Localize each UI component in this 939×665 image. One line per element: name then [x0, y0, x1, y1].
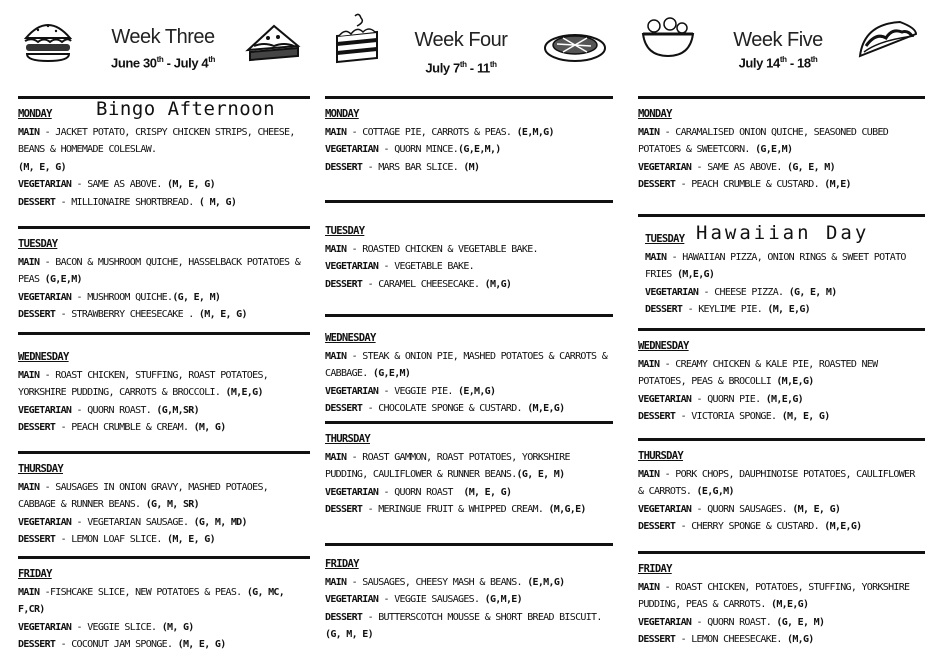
dessert-dish: DESSERT - CARAMEL CHEESECAKE. (M,G) — [325, 278, 512, 290]
pie-icon — [543, 24, 607, 69]
main-dish: MAIN - ROAST CHICKEN, POTATOES, STUFFING, YORKSHIRE PUDDING, PEAS & CARROTS. (M,E,G) — [638, 581, 910, 610]
day-name: MONDAY — [325, 108, 359, 120]
day-name: MONDAY — [18, 108, 52, 120]
day-thursday — [325, 421, 613, 519]
main-dish: MAIN - ROAST GAMMON, ROAST POTATOES, YORKSHIRE PUDDING, CAULIFLOWER & RUNNER BEANS.(G, E, M) — [325, 451, 570, 480]
day-name: THURSDAY — [638, 450, 683, 462]
vegetarian-dish: VEGETARIAN - QUORN PIE. (M,E,G) — [638, 393, 803, 405]
dessert-dish: DESSERT - MILLIONAIRE SHORTBREAD. ( M, G) — [18, 196, 237, 208]
dessert-dish: DESSERT - MERINGUE FRUIT & WHIPPED CREAM. (M,G,E) — [325, 504, 586, 515]
day-name: FRIDAY — [18, 568, 52, 580]
main-dish: MAIN - SAUSAGES, CHEESY MASH & BEANS. (E,M,G) — [325, 576, 565, 588]
event-title: Hawaiian Day — [696, 222, 870, 244]
day-monday — [18, 96, 310, 211]
main-dish: MAIN - SAUSAGES IN ONION GRAVY, MASHED POTAOES, CABBAGE & RUNNER BEANS. (G, M, SR) — [18, 481, 269, 510]
vegetarian-dish: VEGETARIAN - QUORN ROAST. (G, E, M) — [638, 616, 825, 628]
week-three-header — [18, 10, 318, 92]
main-dish: MAIN - STEAK & ONION PIE, MASHED POTATOES & CARROTS & CABBAGE. (G,E,M) — [325, 350, 608, 379]
week-five-header — [638, 10, 938, 92]
day-name: FRIDAY — [638, 563, 672, 575]
week-title: Week Four — [414, 29, 508, 51]
vegetarian-dish: VEGETARIAN - VEGGIE SLICE. (M, G) — [18, 621, 194, 633]
week-dates: July 14th - 18th — [738, 55, 818, 71]
main-dish: MAIN - BACON & MUSHROOM QUICHE, HASSELBACK POTATOES & PEAS (G,E,M) — [18, 256, 301, 285]
dessert-dish: DESSERT - KEYLIME PIE. (M, E,G) — [645, 304, 810, 315]
dessert-dish: DESSERT - MARS BAR SLICE. (M) — [325, 161, 480, 173]
vegetarian-dish: VEGETARIAN - VEGGIE SAUSAGES. (G,M,E) — [325, 594, 522, 605]
dessert-dish: DESSERT - VICTORIA SPONGE. (M, E, G) — [638, 411, 830, 422]
day-name: FRIDAY — [325, 558, 359, 570]
day-wednesday — [18, 332, 310, 437]
day-friday — [638, 551, 925, 649]
day-name: TUESDAY — [18, 238, 58, 250]
sandwich-icon — [244, 20, 302, 69]
day-name: THURSDAY — [325, 433, 370, 445]
main-dish: MAIN - ROASTED CHICKEN & VEGETABLE BAKE. — [325, 243, 538, 255]
main-dish: MAIN -FISHCAKE SLICE, NEW POTATOES & PEAS. (G, MC, F,CR) — [18, 586, 285, 615]
day-name: THURSDAY — [18, 463, 63, 475]
day-wednesday — [325, 314, 613, 418]
week-title: Week Five — [733, 29, 823, 51]
vegetarian-dish: VEGETARIAN - SAME AS ABOVE. (M, E, G) — [18, 179, 215, 190]
main-dish: MAIN - CARAMALISED ONION QUICHE, SEASONED CUBED POTATOES & SWEETCORN. (G,E,M) — [638, 126, 889, 155]
day-friday — [325, 543, 613, 644]
week-dates: July 7th - 11th — [425, 60, 497, 76]
vegetarian-dish: VEGETARIAN - VEGETABLE BAKE. — [325, 261, 474, 272]
vegetarian-dish: VEGETARIAN - QUORN ROAST. (G,M,SR) — [18, 404, 199, 416]
main-dish: MAIN - JACKET POTATO, CRISPY CHICKEN STRIPS, CHEESE, BEANS & HOMEMADE COLESLAW. — [18, 126, 295, 155]
day-name: WEDNESDAY — [638, 340, 689, 352]
dessert-dish: DESSERT - PEACH CRUMBLE & CUSTARD. (M,E) — [638, 179, 851, 190]
main-dish: MAIN - COTTAGE PIE, CARROTS & PEAS. (E,M,G) — [325, 126, 554, 138]
burger-icon — [22, 18, 74, 69]
vegetarian-dish: VEGETARIAN - QUORN SAUSAGES. (M, E, G) — [638, 503, 841, 515]
dessert-dish: DESSERT - STRAWBERRY CHEESECAKE . (M, E, G) — [18, 309, 247, 320]
day-name: WEDNESDAY — [325, 332, 376, 344]
vegetarian-dish: VEGETARIAN - VEGGIE PIE. (E,M,G) — [325, 385, 496, 397]
day-wednesday — [638, 328, 925, 426]
day-monday — [638, 96, 925, 194]
day-thursday — [18, 451, 310, 549]
day-tuesday — [638, 214, 925, 319]
main-dish: MAIN - PORK CHOPS, DAUPHINOISE POTATOES, CAULIFLOWER & CARROTS. (E,G,M) — [638, 468, 915, 497]
main-dish: MAIN - CREAMY CHICKEN & KALE PIE, ROASTED NEW POTATOES, PEAS & BROCOLLI (M,E,G) — [638, 358, 878, 387]
day-name: TUESDAY — [325, 225, 365, 237]
day-tuesday — [325, 200, 613, 293]
week-title: Week Three — [111, 26, 215, 48]
day-friday — [18, 556, 310, 654]
day-name: WEDNESDAY — [18, 351, 69, 363]
event-title: Bingo Afternoon — [96, 98, 276, 120]
vegetarian-dish: VEGETARIAN - SAME AS ABOVE. (G, E, M) — [638, 161, 835, 173]
week-four-header — [325, 10, 625, 92]
vegetarian-dish: VEGETARIAN - QUORN ROAST (M, E, G) — [325, 486, 512, 498]
main-dish: MAIN - ROAST CHICKEN, STUFFING, ROAST POTATOES, YORKSHIRE PUDDING, CARROTS & BROCCOLI. (M,E,G) — [18, 369, 269, 398]
dessert-dish: DESSERT - COCONUT JAM SPONGE. (M, E, G) — [18, 639, 226, 650]
vegetarian-dish: VEGETARIAN - QUORN MINCE.(G,E,M,) — [325, 144, 501, 155]
day-monday — [325, 96, 613, 176]
dessert-dish: DESSERT - PEACH CRUMBLE & CREAM. (M, G) — [18, 422, 226, 433]
vegetarian-dish: VEGETARIAN - MUSHROOM QUICHE.(G, E, M) — [18, 291, 221, 303]
day-tuesday — [18, 226, 310, 324]
main-allergens: (M, E, G) — [18, 161, 66, 173]
dessert-dish: DESSERT - CHOCOLATE SPONGE & CUSTARD. (M,E,G) — [325, 403, 565, 414]
day-name: TUESDAY — [645, 233, 685, 245]
dessert-dish: DESSERT - LEMON LOAF SLICE. (M, E, G) — [18, 534, 215, 545]
dessert-dish: DESSERT - BUTTERSCOTCH MOUSSE & SHORT BREAD BISCUIT. (G, M, E) — [325, 611, 602, 640]
taco-icon — [856, 18, 920, 67]
vegetarian-dish: VEGETARIAN - VEGETARIAN SAUSAGE. (G, M, MD) — [18, 516, 247, 528]
day-thursday — [638, 438, 925, 536]
main-dish: MAIN - HAWAIIAN PIZZA, ONION RINGS & SWEET POTATO FRIES (M,E,G) — [645, 251, 906, 280]
vegetarian-dish: VEGETARIAN - CHEESE PIZZA. (G, E, M) — [645, 286, 837, 298]
dessert-dish: DESSERT - CHERRY SPONGE & CUSTARD. (M,E,G) — [638, 521, 862, 532]
dessert-dish: DESSERT - LEMON CHEESECAKE. (M,G) — [638, 634, 814, 645]
week-dates: June 30th - July 4th — [111, 55, 215, 71]
day-name: MONDAY — [638, 108, 672, 120]
